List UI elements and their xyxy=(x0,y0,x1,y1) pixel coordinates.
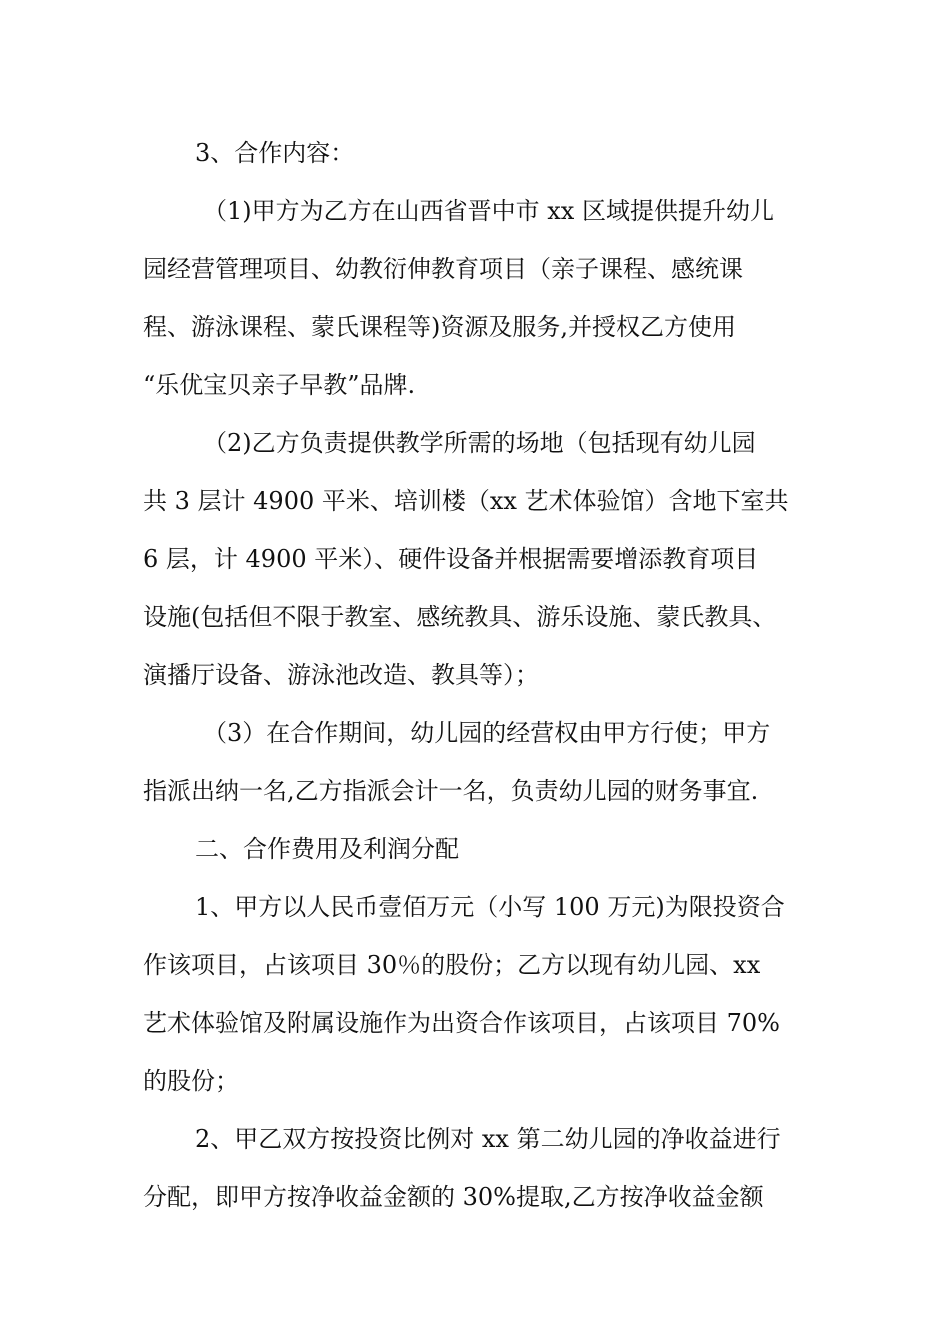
paragraph-line: 指派出纳一名,乙方指派会计一名，负责幼儿园的财务事宜. xyxy=(143,777,759,805)
paragraph-line: 共 3 层计 4900 平米、培训楼（xx 艺术体验馆）含地下室共 xyxy=(143,487,789,515)
paragraph-line: 园经营管理项目、幼教衍伸教育项目（亲子课程、感统课 xyxy=(143,255,743,283)
paragraph-line: 设施(包括但不限于教室、感统教具、游乐设施、蒙氏教具、 xyxy=(143,603,777,631)
document-body xyxy=(143,130,813,1232)
paragraph-line: 的股份； xyxy=(143,1067,239,1095)
paragraph-line: 艺术体验馆及附属设施作为出资合作该项目，占该项目 70% xyxy=(143,1009,780,1037)
paragraph-line: 演播厅设备、游泳池改造、教具等）； xyxy=(143,661,539,689)
paragraph-line: 分配，即甲方按净收益金额的 30%提取,乙方按净收益金额 xyxy=(143,1183,764,1211)
paragraph-line: 1、甲方以人民币壹佰万元（小写 100 万元)为限投资合 xyxy=(195,893,785,921)
paragraph-line: （3）在合作期间，幼儿园的经营权由甲方行使；甲方 xyxy=(203,719,771,747)
section-heading-fees-and-profit: 二、合作费用及利润分配 xyxy=(195,835,459,863)
paragraph-line: （2)乙方负责提供教学所需的场地（包括现有幼儿园 xyxy=(203,429,756,457)
paragraph-line: 程、游泳课程、蒙氏课程等)资源及服务,并授权乙方使用 xyxy=(143,313,736,341)
paragraph-line: 6 层，计 4900 平米）、硬件设备并根据需要增添教育项目 xyxy=(143,545,759,573)
section-heading-cooperation-content: 3、合作内容： xyxy=(195,139,355,167)
paragraph-line: 2、甲乙双方按投资比例对 xx 第二幼儿园的净收益进行 xyxy=(195,1125,781,1153)
paragraph-line: “乐优宝贝亲子早教”品牌. xyxy=(143,371,416,399)
paragraph-line: 作该项目，占该项目 30％的股份；乙方以现有幼儿园、xx xyxy=(143,951,761,979)
paragraph-line: （1)甲方为乙方在山西省晋中市 xx 区域提供提升幼儿 xyxy=(203,197,774,225)
